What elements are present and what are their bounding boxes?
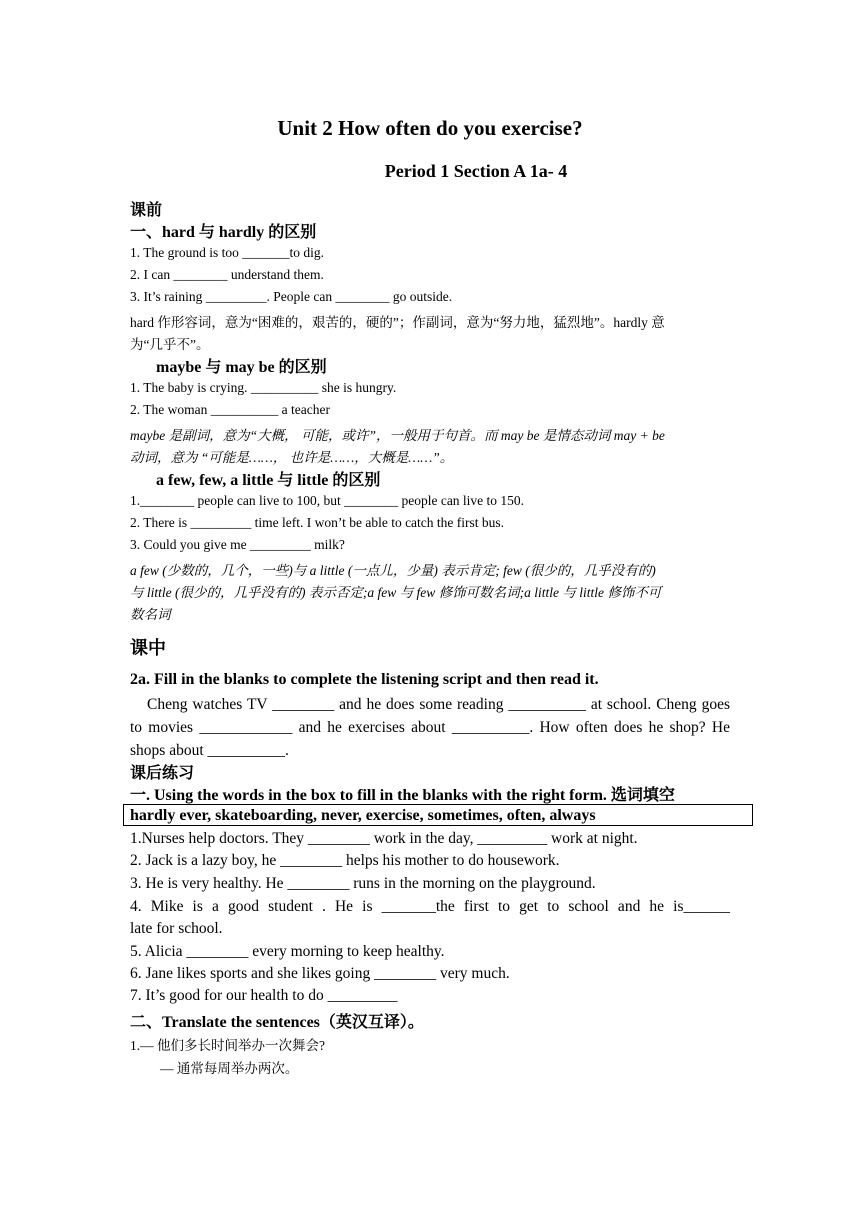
s3-item-3: 3. Could you give me _________ milk? bbox=[130, 537, 345, 552]
exercise-item-2: 2. Jack is a lazy boy, he ________ helps his mother to do housework. bbox=[130, 852, 560, 869]
translate-heading: 二、Translate the sentences（英汉互译）。 bbox=[130, 1014, 424, 1031]
s3-note-line3: 数名词 bbox=[130, 607, 171, 622]
exercise-item-6: 6. Jane likes sports and she likes going ________ very much. bbox=[130, 965, 510, 982]
exercise-item-1: 1.Nurses help doctors. They ________ work in the day, _________ work at night. bbox=[130, 830, 638, 847]
s3-item-1: 1.________ people can live to 100, but ________ people can live to 150. bbox=[130, 493, 525, 508]
s2-note-line1: maybe 是副词，意为“大概， 可能，或许”，一般用于句首。而 may be 是情态动词 may + be bbox=[130, 428, 665, 443]
s2-note-line2: 动词，意为 “可能是……， 也许是……，大概是……”。 bbox=[130, 450, 454, 465]
exercise-item-7: 7. It’s good for our health to do _________ bbox=[130, 987, 398, 1004]
s2-item-2: 2. The woman __________ a teacher bbox=[130, 402, 330, 417]
section3-heading: a few, few, a little 与 little 的区别 bbox=[156, 472, 381, 489]
s3-item-2: 2. There is _________ time left. I won’t be able to catch the first bus. bbox=[130, 515, 505, 530]
word-box-text: hardly ever, skateboarding, never, exercise, sometimes, often, always bbox=[130, 807, 596, 824]
translate-item-1-answer: — 通常每周举办两次。 bbox=[160, 1061, 299, 1076]
listening-script-paragraph: Cheng watches TV ________ and he does some reading __________ at school. Cheng goes to movies ____________ and he exercises about __________. How often does he shop? He shops about __________. bbox=[130, 696, 730, 759]
s1-note-line2: 为“几乎不”。 bbox=[130, 337, 210, 352]
page-title: Unit 2 How often do you exercise? bbox=[277, 116, 583, 140]
in-class-heading: 课中 bbox=[130, 638, 166, 658]
s3-note-line2: 与 little (很少的，几乎没有的) 表示否定;a few 与 few 修饰可数名词;a little 与 little 修饰不可 bbox=[130, 585, 662, 600]
exercise-item-3: 3. He is very healthy. He ________ runs in the morning on the playground. bbox=[130, 875, 596, 892]
s1-note-line1: hard 作形容词，意为“困难的，艰苦的，硬的”；作副词，意为“努力地，猛烈地”。hardly 意 bbox=[130, 315, 665, 330]
after-class-heading: 课后练习 bbox=[130, 765, 195, 782]
section1-heading: 一、hard 与 hardly 的区别 bbox=[130, 224, 317, 241]
s1-item-2: 2. I can ________ understand them. bbox=[130, 267, 324, 282]
s3-note-line1: a few (少数的，几个，一些)与 a little (一点儿，少量) 表示肯定; few (很少的，几乎没有的) bbox=[130, 563, 656, 578]
translate-item-1: 1.— 他们多长时间举办一次舞会? bbox=[130, 1038, 325, 1053]
section2-heading: maybe 与 may be 的区别 bbox=[156, 359, 327, 376]
after-class-s1-heading: 一. Using the words in the box to fill in the blanks with the right form. 选词填空 bbox=[130, 787, 675, 804]
task-2a-heading: 2a. Fill in the blanks to complete the listening script and then read it. bbox=[130, 671, 599, 688]
page-subtitle: Period 1 Section A 1a- 4 bbox=[384, 161, 568, 181]
exercise-item-4-cont: late for school. bbox=[130, 920, 223, 937]
s1-item-3: 3. It’s raining _________. People can ________ go outside. bbox=[130, 289, 453, 304]
exercise-item-4: 4. Mike is a good student . He is _______the first to get to school and he is______ bbox=[130, 898, 730, 915]
exercise-item-5: 5. Alicia ________ every morning to keep healthy. bbox=[130, 943, 445, 960]
s1-item-1: 1. The ground is too _______to dig. bbox=[130, 245, 324, 260]
s2-item-1: 1. The baby is crying. __________ she is hungry. bbox=[130, 380, 397, 395]
pre-class-heading: 课前 bbox=[130, 202, 163, 219]
